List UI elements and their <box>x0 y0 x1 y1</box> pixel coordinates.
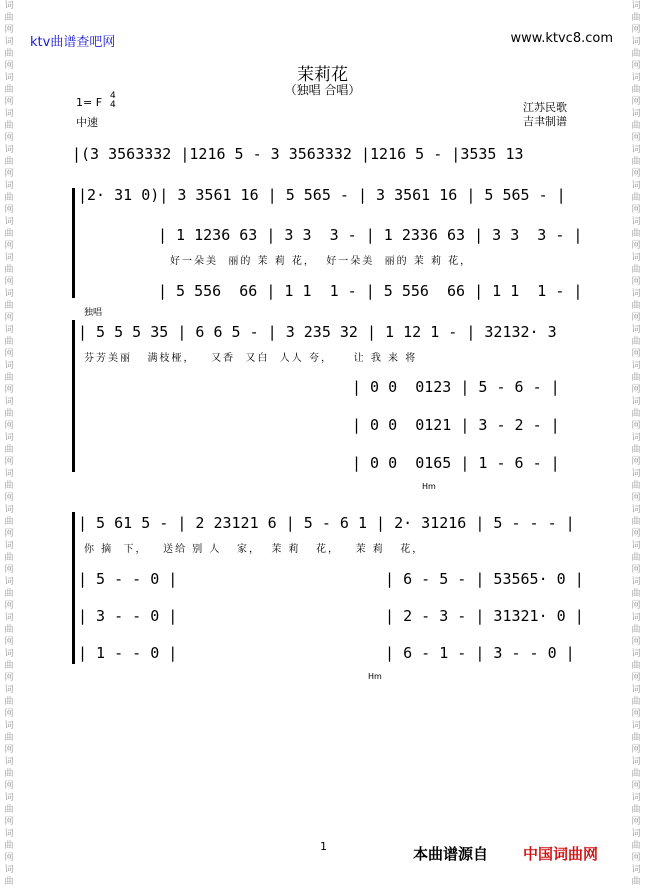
watermark-char: 词 <box>4 253 14 263</box>
watermark-char: 曲 <box>4 301 14 311</box>
watermark-char: 词 <box>4 289 14 299</box>
watermark-char: 词 <box>4 829 14 839</box>
watermark-char: 网 <box>4 781 14 791</box>
watermark-char: 词 <box>631 541 641 551</box>
watermark-char: 词 <box>631 829 641 839</box>
watermark-char: 词 <box>631 757 641 767</box>
watermark-char: 曲 <box>4 661 14 671</box>
watermark-char: 词 <box>4 37 14 47</box>
watermark-char: 词 <box>631 793 641 803</box>
watermark-char: 网 <box>4 349 14 359</box>
system2-voice2: | 1 1236 63 | 3 3 3 - | 1 2336 63 | 3 3 3 - | <box>158 226 583 244</box>
system4-bracket <box>72 512 79 664</box>
watermark-char: 网 <box>4 133 14 143</box>
system3-lyrics: 芬芳美丽 满枝桠， 又香 又白 人人 夸， 让 我 来 将 <box>84 353 418 364</box>
watermark-char: 网 <box>4 673 14 683</box>
watermark-char: 网 <box>631 25 641 35</box>
watermark-char: 词 <box>4 397 14 407</box>
watermark-char: 网 <box>4 241 14 251</box>
watermark-char: 网 <box>631 313 641 323</box>
watermark-char: 曲 <box>631 445 641 455</box>
watermark-char: 词 <box>631 253 641 263</box>
watermark-char: 曲 <box>4 13 14 23</box>
watermark-char: 词 <box>631 37 641 47</box>
watermark-char: 曲 <box>4 85 14 95</box>
watermark-char: 网 <box>631 601 641 611</box>
watermark-char: 词 <box>631 145 641 155</box>
watermark-char: 曲 <box>631 265 641 275</box>
system4-voice2: | 5 - - 0 | | 6 - 5 - | 53565· 0 | <box>78 570 584 588</box>
watermark-char: 曲 <box>631 229 641 239</box>
system3-voice1: | 5 5 5 35 | 6 6 5 - | 3 235 32 | 1 12 1 - | 32132· 3 <box>78 323 557 341</box>
watermark-char: 曲 <box>4 445 14 455</box>
watermark-char: 网 <box>4 97 14 107</box>
watermark-char: 网 <box>631 781 641 791</box>
watermark-char: 曲 <box>4 229 14 239</box>
watermark-char: 曲 <box>4 481 14 491</box>
watermark-char: 网 <box>4 205 14 215</box>
watermark-char: 词 <box>631 685 641 695</box>
watermark-char: 词 <box>4 109 14 119</box>
watermark-char: 曲 <box>631 337 641 347</box>
source-prefix: 本曲谱源自 <box>413 845 489 863</box>
watermark-char: 曲 <box>4 625 14 635</box>
watermark-char: 网 <box>4 421 14 431</box>
watermark-char: 曲 <box>4 337 14 347</box>
watermark-char: 网 <box>4 601 14 611</box>
watermark-char: 曲 <box>4 265 14 275</box>
watermark-char: 词 <box>4 541 14 551</box>
watermark-char: 网 <box>631 385 641 395</box>
watermark-char: 词 <box>631 361 641 371</box>
watermark-char: 曲 <box>631 553 641 563</box>
system4-lyrics: 你 摘 下， 送给 别 人 家， 茉 莉 花， 茉 莉 花， <box>84 544 425 555</box>
watermark-char: 网 <box>631 133 641 143</box>
watermark-char: 曲 <box>631 625 641 635</box>
page-number: 1 <box>320 840 327 853</box>
watermark-char: 词 <box>4 613 14 623</box>
watermark-char: 词 <box>631 613 641 623</box>
watermark-char: 网 <box>4 493 14 503</box>
watermark-char: 网 <box>4 709 14 719</box>
watermark-char: 网 <box>4 853 14 863</box>
watermark-char: 网 <box>631 349 641 359</box>
watermark-char: 曲 <box>631 733 641 743</box>
watermark-char: 曲 <box>631 193 641 203</box>
watermark-char: 网 <box>631 457 641 467</box>
watermark-char: 曲 <box>631 589 641 599</box>
watermark-char: 词 <box>4 505 14 515</box>
system4-hm: Hm <box>368 672 382 681</box>
system3-hm: Hm <box>422 482 436 491</box>
watermark-char: 词 <box>631 73 641 83</box>
watermark-char: 网 <box>631 421 641 431</box>
watermark-char: 词 <box>4 145 14 155</box>
source-link[interactable]: 中国词曲网 <box>523 845 599 863</box>
watermark-char: 曲 <box>4 157 14 167</box>
watermark-char: 曲 <box>631 373 641 383</box>
system3-voice4: | 0 0 0165 | 1 - 6 - | <box>352 454 560 472</box>
left-watermark <box>2 0 16 891</box>
watermark-char: 词 <box>631 577 641 587</box>
system3-voice3: | 0 0 0121 | 3 - 2 - | <box>352 416 560 434</box>
watermark-char: 曲 <box>4 877 14 887</box>
watermark-char: 曲 <box>631 481 641 491</box>
watermark-char: 词 <box>4 721 14 731</box>
watermark-char: 曲 <box>4 121 14 131</box>
song-title: 茉莉花 <box>297 65 348 85</box>
watermark-char: 词 <box>631 649 641 659</box>
watermark-char: 词 <box>4 649 14 659</box>
watermark-char: 网 <box>631 169 641 179</box>
watermark-char: 曲 <box>4 517 14 527</box>
watermark-char: 词 <box>631 181 641 191</box>
watermark-char: 曲 <box>631 49 641 59</box>
watermark-char: 词 <box>631 865 641 875</box>
watermark-char: 曲 <box>4 841 14 851</box>
watermark-char: 网 <box>4 25 14 35</box>
system1-line: |(3 3563332 |1216 5 - 3 3563332 |1216 5 - |3535 13 <box>72 145 524 163</box>
watermark-char: 词 <box>631 289 641 299</box>
watermark-char: 曲 <box>631 697 641 707</box>
arranger-credit: 吉聿制谱 <box>523 115 567 128</box>
watermark-char: 网 <box>631 205 641 215</box>
watermark-char: 词 <box>4 757 14 767</box>
watermark-char: 词 <box>631 469 641 479</box>
site-name-left[interactable]: ktv曲谱查吧网 <box>30 35 116 50</box>
watermark-char: 曲 <box>631 661 641 671</box>
time-signature <box>110 92 116 110</box>
watermark-char: 曲 <box>631 301 641 311</box>
watermark-char: 网 <box>631 637 641 647</box>
watermark-char: 网 <box>631 673 641 683</box>
song-origin: 江苏民歌 <box>523 101 567 114</box>
watermark-char: 网 <box>4 457 14 467</box>
watermark-char: 网 <box>631 529 641 539</box>
watermark-char: 曲 <box>631 805 641 815</box>
watermark-char: 曲 <box>631 121 641 131</box>
watermark-char: 网 <box>4 745 14 755</box>
watermark-char: 网 <box>631 565 641 575</box>
watermark-char: 曲 <box>631 841 641 851</box>
system3-bracket <box>72 320 79 472</box>
watermark-char: 曲 <box>4 805 14 815</box>
time-signature-top: 4 <box>110 91 116 101</box>
site-url-right[interactable]: www.ktvc8.com <box>510 31 613 46</box>
watermark-char: 词 <box>631 109 641 119</box>
watermark-char: 词 <box>631 721 641 731</box>
system2-bracket <box>72 188 79 298</box>
watermark-char: 曲 <box>4 589 14 599</box>
watermark-char: 曲 <box>4 193 14 203</box>
watermark-char: 词 <box>631 1 641 11</box>
watermark-char: 网 <box>631 817 641 827</box>
watermark-char: 网 <box>4 565 14 575</box>
song-subtitle: （独唱 合唱） <box>284 83 361 97</box>
watermark-char: 网 <box>4 637 14 647</box>
watermark-char: 网 <box>631 277 641 287</box>
key-signature: 1= F <box>76 96 103 109</box>
watermark-char: 词 <box>4 325 14 335</box>
watermark-char: 曲 <box>4 769 14 779</box>
watermark-char: 网 <box>4 61 14 71</box>
watermark-char: 网 <box>4 169 14 179</box>
watermark-char: 词 <box>4 181 14 191</box>
watermark-char: 网 <box>4 817 14 827</box>
watermark-char: 词 <box>4 1 14 11</box>
system2-voice1: |2· 31 0)| 3 3561 16 | 5 565 - | 3 3561 16 | 5 565 - | <box>78 186 566 204</box>
watermark-char: 网 <box>631 709 641 719</box>
system4-voice4: | 1 - - 0 | | 6 - 1 - | 3 - - 0 | <box>78 644 575 662</box>
system3-voice2: | 0 0 0123 | 5 - 6 - | <box>352 378 560 396</box>
watermark-char: 曲 <box>4 49 14 59</box>
watermark-char: 曲 <box>4 409 14 419</box>
watermark-char: 词 <box>4 469 14 479</box>
system2-lyrics: 好一朵美 丽的 茉 莉 花， 好一朵美 丽的 茉 莉 花， <box>170 256 473 267</box>
watermark-char: 曲 <box>631 769 641 779</box>
watermark-char: 词 <box>4 361 14 371</box>
watermark-char: 曲 <box>631 409 641 419</box>
watermark-char: 曲 <box>631 13 641 23</box>
watermark-char: 词 <box>4 217 14 227</box>
watermark-char: 词 <box>4 73 14 83</box>
watermark-char: 曲 <box>4 373 14 383</box>
watermark-char: 网 <box>4 313 14 323</box>
watermark-char: 网 <box>631 493 641 503</box>
watermark-char: 网 <box>631 97 641 107</box>
watermark-char: 词 <box>4 577 14 587</box>
watermark-char: 词 <box>631 397 641 407</box>
system4-voice3: | 3 - - 0 | | 2 - 3 - | 31321· 0 | <box>78 607 584 625</box>
time-signature-bottom: 4 <box>110 100 116 110</box>
watermark-char: 曲 <box>631 877 641 887</box>
watermark-char: 词 <box>4 685 14 695</box>
solo-label: 独唱 <box>84 308 103 318</box>
watermark-char: 网 <box>4 385 14 395</box>
watermark-char: 词 <box>4 865 14 875</box>
system4-voice1: | 5 61 5 - | 2 23121 6 | 5 - 6 1 | 2· 31216 | 5 - - - | <box>78 514 575 532</box>
watermark-char: 词 <box>631 505 641 515</box>
right-watermark <box>629 0 643 891</box>
watermark-char: 曲 <box>4 697 14 707</box>
watermark-char: 曲 <box>4 733 14 743</box>
watermark-char: 网 <box>631 61 641 71</box>
watermark-char: 词 <box>631 433 641 443</box>
watermark-char: 曲 <box>631 157 641 167</box>
watermark-char: 词 <box>4 433 14 443</box>
watermark-char: 网 <box>4 529 14 539</box>
tempo-mark: 中速 <box>76 116 98 129</box>
watermark-char: 曲 <box>4 553 14 563</box>
watermark-char: 词 <box>631 325 641 335</box>
system2-voice3: | 5 556 66 | 1 1 1 - | 5 556 66 | 1 1 1 - | <box>158 282 583 300</box>
watermark-char: 词 <box>4 793 14 803</box>
watermark-char: 网 <box>4 277 14 287</box>
watermark-char: 网 <box>631 853 641 863</box>
watermark-char: 网 <box>631 241 641 251</box>
watermark-char: 词 <box>631 217 641 227</box>
watermark-char: 曲 <box>631 517 641 527</box>
watermark-char: 曲 <box>631 85 641 95</box>
watermark-char: 网 <box>631 745 641 755</box>
